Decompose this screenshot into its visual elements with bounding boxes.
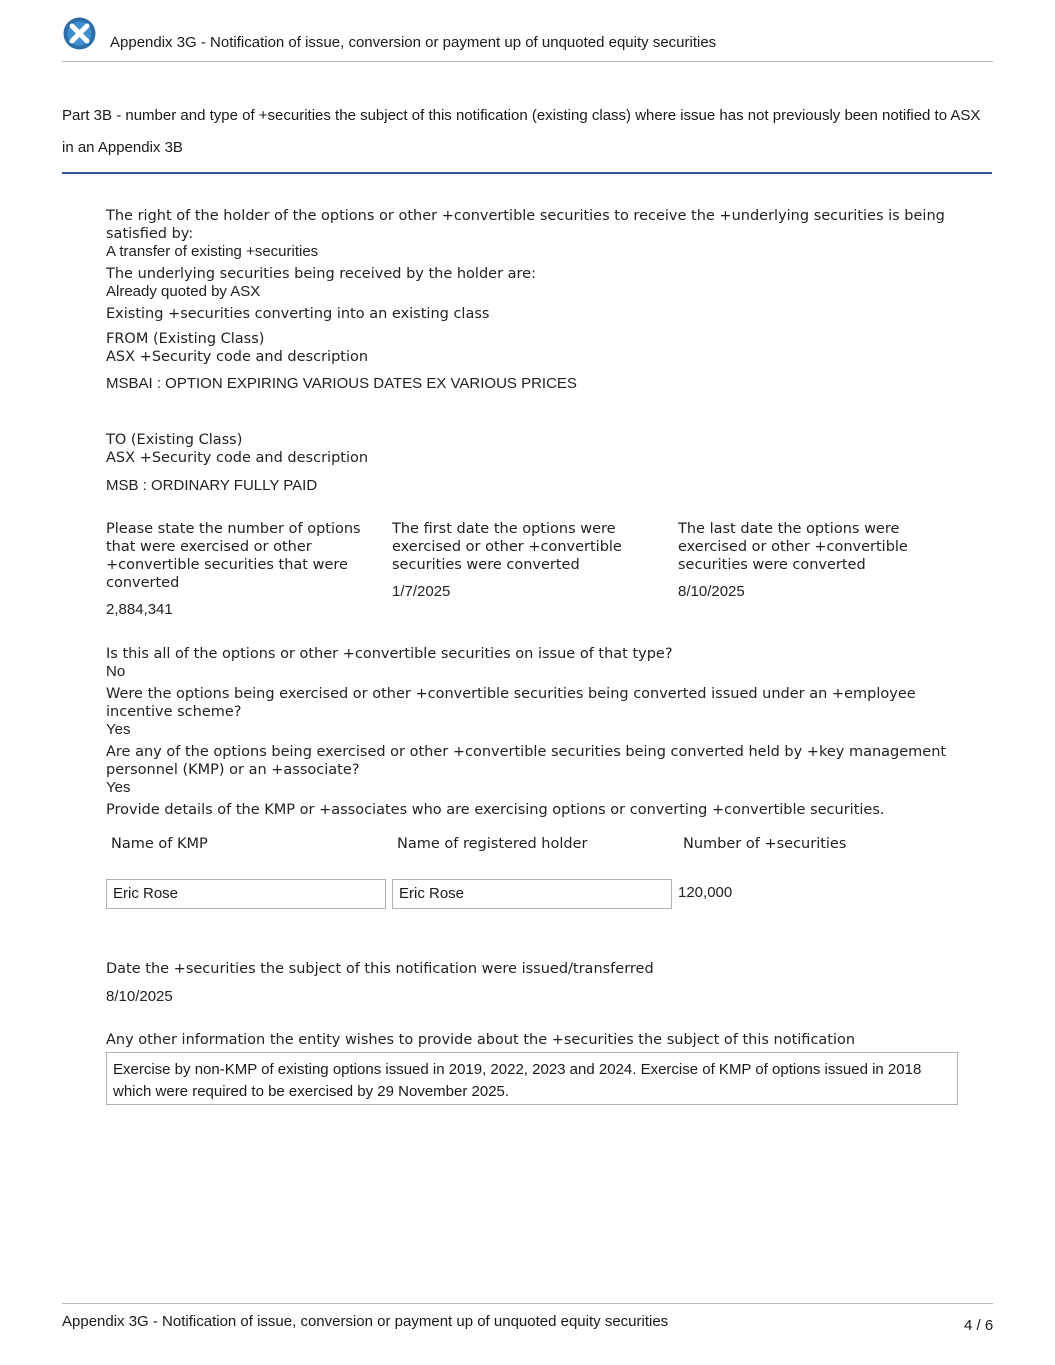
to-class-label: TO (Existing Class) xyxy=(106,432,243,448)
other-info-box: Exercise by non-KMP of existing options issued in 2019, 2022, 2023 and 2024. Exercise of KMP of options issued in 2018 which were required to be exercised by 29 November 2025. xyxy=(106,1052,958,1105)
answer-first-date: 1/7/2025 xyxy=(392,583,451,600)
existing-converting-heading: Existing +securities converting into an existing class xyxy=(106,306,490,322)
footer-divider xyxy=(62,1303,993,1304)
from-class-value: MSBAI : OPTION EXPIRING VARIOUS DATES EX VARIOUS PRICES xyxy=(106,375,577,392)
answer-all-on-issue: No xyxy=(106,663,126,680)
footer-title: Appendix 3G - Notification of issue, conversion or payment up of unquoted equity securities xyxy=(62,1313,669,1330)
securities-number-value: 120,000 xyxy=(678,884,733,901)
answer-kmp-held: Yes xyxy=(106,779,131,796)
part-divider xyxy=(62,172,992,174)
question-all-on-issue: Is this all of the options or other +convertible securities on issue of that type? xyxy=(106,646,673,662)
answer-employee-scheme: Yes xyxy=(106,721,131,738)
question-last-date: The last date the options were exercised or other +convertible securities were converted xyxy=(678,521,908,573)
header-divider xyxy=(62,61,993,62)
question-employee-scheme: Were the options being exercised or other +convertible securities being converted issued under an +employee incentive scheme? xyxy=(106,686,916,720)
page-number: 4 / 6 xyxy=(964,1317,994,1334)
other-info-label: Any other information the entity wishes to provide about the +securities the subject of this notification xyxy=(106,1032,856,1048)
from-class-label: FROM (Existing Class) xyxy=(106,331,265,347)
header-title: Appendix 3G - Notification of issue, conversion or payment up of unquoted equity securities xyxy=(110,34,717,51)
asx-logo-icon xyxy=(63,17,96,50)
kmp-name-field: Eric Rose xyxy=(106,879,386,909)
answer-underlying: Already quoted by ASX xyxy=(106,283,261,300)
kmp-details-instruction: Provide details of the KMP or +associates who are exercising options or converting +convertible securities. xyxy=(106,802,885,818)
from-code-label: ASX +Security code and description xyxy=(106,349,369,365)
kmp-table-header-holder: Name of registered holder xyxy=(397,836,588,852)
answer-number-converted: 2,884,341 xyxy=(106,601,173,618)
question-underlying: The underlying securities being received by the holder are: xyxy=(106,266,536,282)
question-right-satisfied: The right of the holder of the options or other +convertible securities to receive the +underlying securities is being satisfied by: xyxy=(106,208,945,242)
kmp-table-header-kmp: Name of KMP xyxy=(111,836,208,852)
question-kmp-held: Are any of the options being exercised or other +convertible securities being converted held by +key management personnel (KMP) or an +associate? xyxy=(106,744,947,778)
issue-date-label: Date the +securities the subject of this notification were issued/transferred xyxy=(106,961,654,977)
part-title: Part 3B - number and type of +securities the subject of this notification (existing class) where issue has not previously been notified to ASX in an Appendix 3B xyxy=(62,107,981,156)
registered-holder-field: Eric Rose xyxy=(392,879,672,909)
answer-right-satisfied: A transfer of existing +securities xyxy=(106,243,319,260)
issue-date-value: 8/10/2025 xyxy=(106,988,173,1005)
kmp-table-header-number: Number of +securities xyxy=(683,836,847,852)
question-number-converted: Please state the number of options that were exercised or other +convertible securities that were converted xyxy=(106,521,361,591)
to-class-value: MSB : ORDINARY FULLY PAID xyxy=(106,477,318,494)
answer-last-date: 8/10/2025 xyxy=(678,583,745,600)
to-code-label: ASX +Security code and description xyxy=(106,450,369,466)
question-first-date: The first date the options were exercised or other +convertible securities were converted xyxy=(392,521,622,573)
